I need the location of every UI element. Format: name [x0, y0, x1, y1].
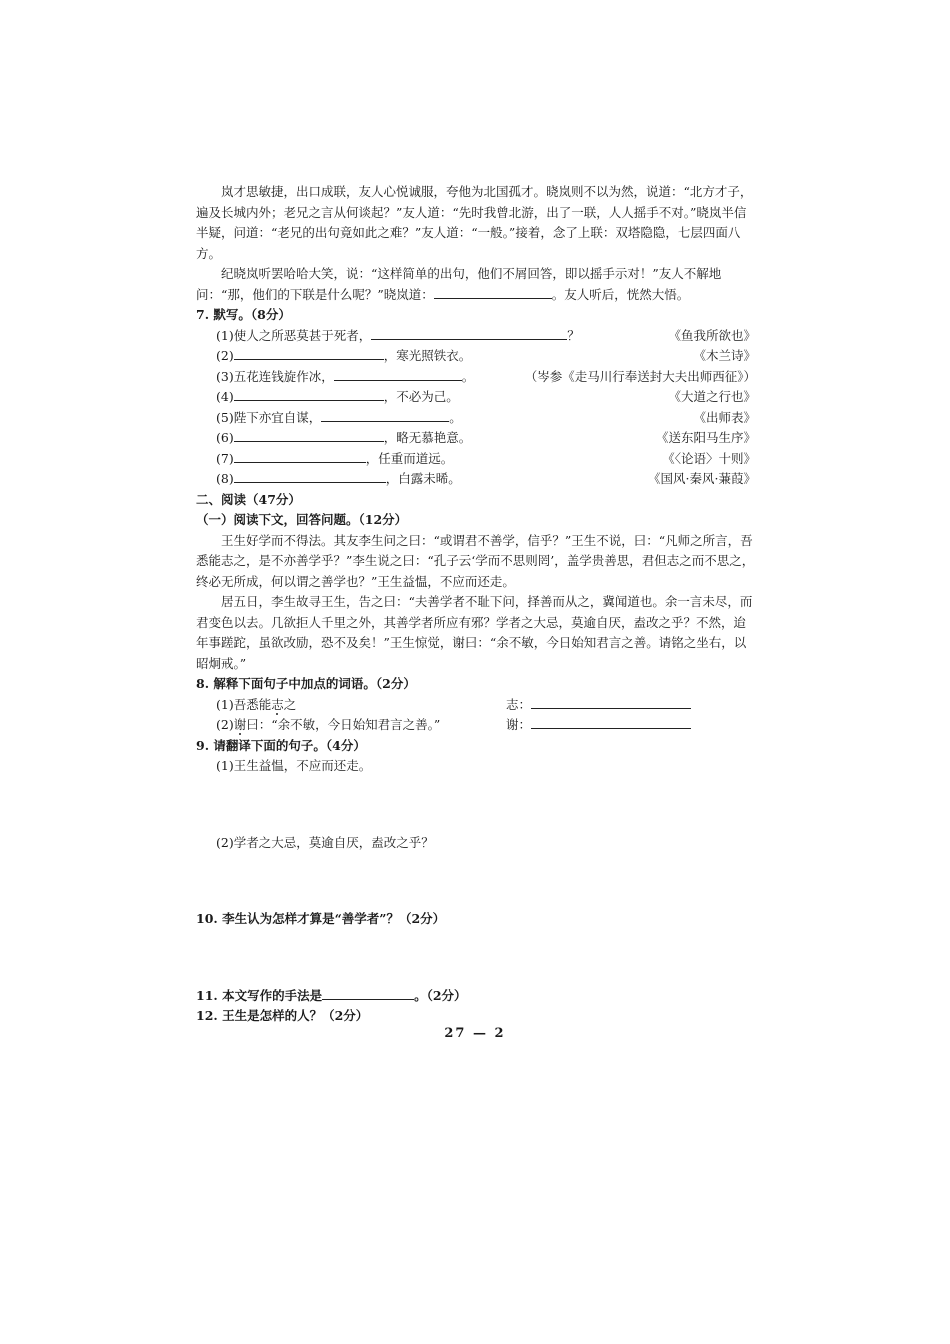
question-7-item: [196, 469, 756, 490]
question-9-item-1: (1)王生益愠，不应而还走。: [216, 758, 372, 773]
answer-space[interactable]: [196, 777, 756, 833]
question-11: [196, 986, 756, 1007]
q8-2-text-a: (2): [216, 717, 234, 732]
answer-blank[interactable]: [371, 326, 567, 340]
q8-1-dotted-word: 志: [271, 696, 284, 712]
question-8-answer-1: [506, 695, 756, 716]
reading-paragraph-1: 王生好学而不得法。其友李生问之曰：“或谓君不善学，信乎？”王生不说，曰：“凡师之所言，吾悉能志之，是不亦善学乎？”李生说之曰：“孔子云‘学而不思则罔’，盖学贵善思，君但志之而不思之，终必无所成，何以谓之善学也？”王生益愠，不应而还走。: [196, 532, 755, 589]
q7-item-source: 《大道之行也》: [668, 389, 756, 404]
question-9-title: 9. 请翻译下面的句子。（4分）: [196, 737, 366, 753]
answer-blank[interactable]: [334, 367, 462, 381]
q7-item-suffix: ，略无慕艳意。: [383, 430, 472, 445]
reading-part-1-title: （一）阅读下文，回答问题。（12分）: [196, 512, 408, 527]
answer-blank[interactable]: [434, 285, 552, 299]
question-8-answer-2: [506, 715, 756, 736]
q7-item-prefix: (7): [216, 450, 234, 466]
q7-item-suffix: ，寒光照铁衣。: [383, 348, 472, 363]
q7-item-suffix: ，不必为己。: [383, 389, 459, 404]
answer-blank[interactable]: [234, 387, 384, 401]
q8-1-label: 志：: [506, 696, 532, 712]
q7-item-source: 《鱼我所欲也》: [668, 327, 756, 343]
q11-text-a: 11. 本文写作的手法是: [196, 987, 323, 1003]
q8-1-text-a: (1)吾悉能: [216, 696, 272, 712]
passage-tail-paragraph-1: 岚才思敏捷，出口成联，友人心悦诚服，夸他为北国孤才。晓岚则不以为然，说道：“北方才子，遍及长城内外；老兄之言从何谈起？”友人道：“先时我曾北游，出了一联，人人摇手不对。”晓岚半信半疑，问道：“老兄的出句竟如此之难？”友人道：“一般。”接着，念了上联：双塔隐隐，七层四面八方。: [196, 184, 753, 261]
q11-text-b: 。（2分）: [414, 987, 467, 1003]
q8-2-label: 谢：: [506, 717, 532, 732]
q7-item-prefix: (8): [216, 471, 234, 486]
q7-item-prefix: (3)五花连钱旋作冰，: [216, 368, 334, 384]
answer-blank[interactable]: [234, 469, 386, 483]
q7-item-suffix: 。: [461, 368, 475, 384]
section-reading-title: 二、阅读（47分）: [196, 491, 301, 507]
question-7-item: [196, 346, 756, 367]
question-7-item: [196, 367, 756, 388]
question-7-item-text: [216, 449, 453, 470]
reading-paragraph-2: 居五日，李生故寻王生，告之曰：“夫善学者不耻下问，择善而从之，冀闻道也。余一言未尽，而君变色以去。几欲拒人千里之外，其善学者所应有邪？学者之大忌，莫逾自厌，盍改之乎？不然，迨年事蹉跎，虽欲改励，恐不及矣！”王生惊觉，谢曰：“余不敏，今日始知君言之善。请铭之坐右，以昭炯戒。”: [196, 594, 753, 671]
q7-item-suffix: ？: [567, 327, 580, 343]
passage-tail-paragraph-2: [196, 264, 756, 305]
answer-blank[interactable]: [531, 715, 691, 729]
q7-item-source: （岑参《走马川行奉送封大夫出师西征》）: [524, 368, 756, 384]
answer-space[interactable]: [196, 930, 756, 986]
question-7-item: [196, 408, 756, 429]
q7-item-suffix: ，白露未晞。: [385, 471, 461, 486]
question-7-item-text: [216, 346, 471, 367]
question-7-item: [196, 449, 756, 470]
q7-item-prefix: (4): [216, 389, 234, 404]
passage-tail-text-a: 纪晓岚听罢哈哈大笑，说：“这样简单的出句，他们不屑回答，即以摇手示对！”友人不解地问：“那，他们的下联是什么呢？”晓岚道：: [196, 266, 722, 302]
q8-2-dotted-word: 谢: [233, 717, 247, 732]
q7-item-prefix: (6): [216, 430, 234, 445]
answer-blank[interactable]: [531, 695, 691, 709]
q7-item-source: 《木兰诗》: [693, 348, 756, 363]
question-8-sentence-1: [196, 695, 506, 716]
question-7-item: [196, 326, 756, 347]
question-12-title: 12. 王生是怎样的人？（2分）: [196, 1008, 369, 1023]
answer-space[interactable]: [196, 853, 756, 909]
q7-item-prefix: (1)使人之所恶莫甚于死者，: [216, 327, 372, 343]
question-7-title: 7. 默写。（8分）: [196, 307, 291, 322]
q7-item-prefix: (2): [216, 348, 234, 363]
q7-item-suffix: 。: [449, 409, 462, 425]
question-10-title: 10. 李生认为怎样才算是“善学者”？（2分）: [196, 911, 446, 926]
question-7-item: [196, 387, 756, 408]
question-7-list: [196, 326, 756, 490]
q7-item-source: 《国风·秦风·蒹葭》: [648, 471, 756, 486]
q7-item-suffix: ，任重而道远。: [365, 450, 454, 466]
question-8-item-2: [196, 715, 756, 736]
question-7-item-text: [216, 428, 471, 449]
question-7-item-text: [216, 469, 461, 490]
q7-item-source: 《送东阳马生序》: [655, 430, 756, 445]
answer-blank[interactable]: [234, 428, 384, 442]
page-content: [196, 182, 756, 1027]
question-7-item: [196, 428, 756, 449]
page-number: 27 — 2: [444, 1026, 506, 1041]
q8-2-text-b: 曰：“余不敏，今日始知君言之善。”: [246, 717, 441, 732]
question-7-item-text: [216, 387, 459, 408]
question-8-sentence-2: [196, 715, 506, 736]
answer-blank[interactable]: [322, 986, 414, 1000]
question-9-item-2: (2)学者之大忌，莫逾自厌，盍改之乎？: [216, 834, 434, 850]
q7-item-prefix: (5)陛下亦宜自谋，: [216, 409, 322, 425]
q8-1-text-b: 之: [283, 696, 297, 712]
answer-blank[interactable]: [234, 449, 366, 463]
answer-blank[interactable]: [321, 408, 449, 422]
question-7-item-text: [216, 367, 474, 388]
q7-item-source: 《〈论语〉十则》: [662, 450, 756, 466]
answer-blank[interactable]: [234, 346, 384, 360]
question-7-item-text: [216, 408, 462, 429]
q7-item-source: 《出师表》: [693, 409, 756, 425]
question-8-title: 8. 解释下面句子中加点的词语。（2分）: [196, 676, 416, 691]
question-7-item-text: [216, 326, 580, 347]
passage-tail-text-b: 。友人听后，恍然大悟。: [551, 286, 690, 302]
question-8-item-1: [196, 695, 756, 716]
